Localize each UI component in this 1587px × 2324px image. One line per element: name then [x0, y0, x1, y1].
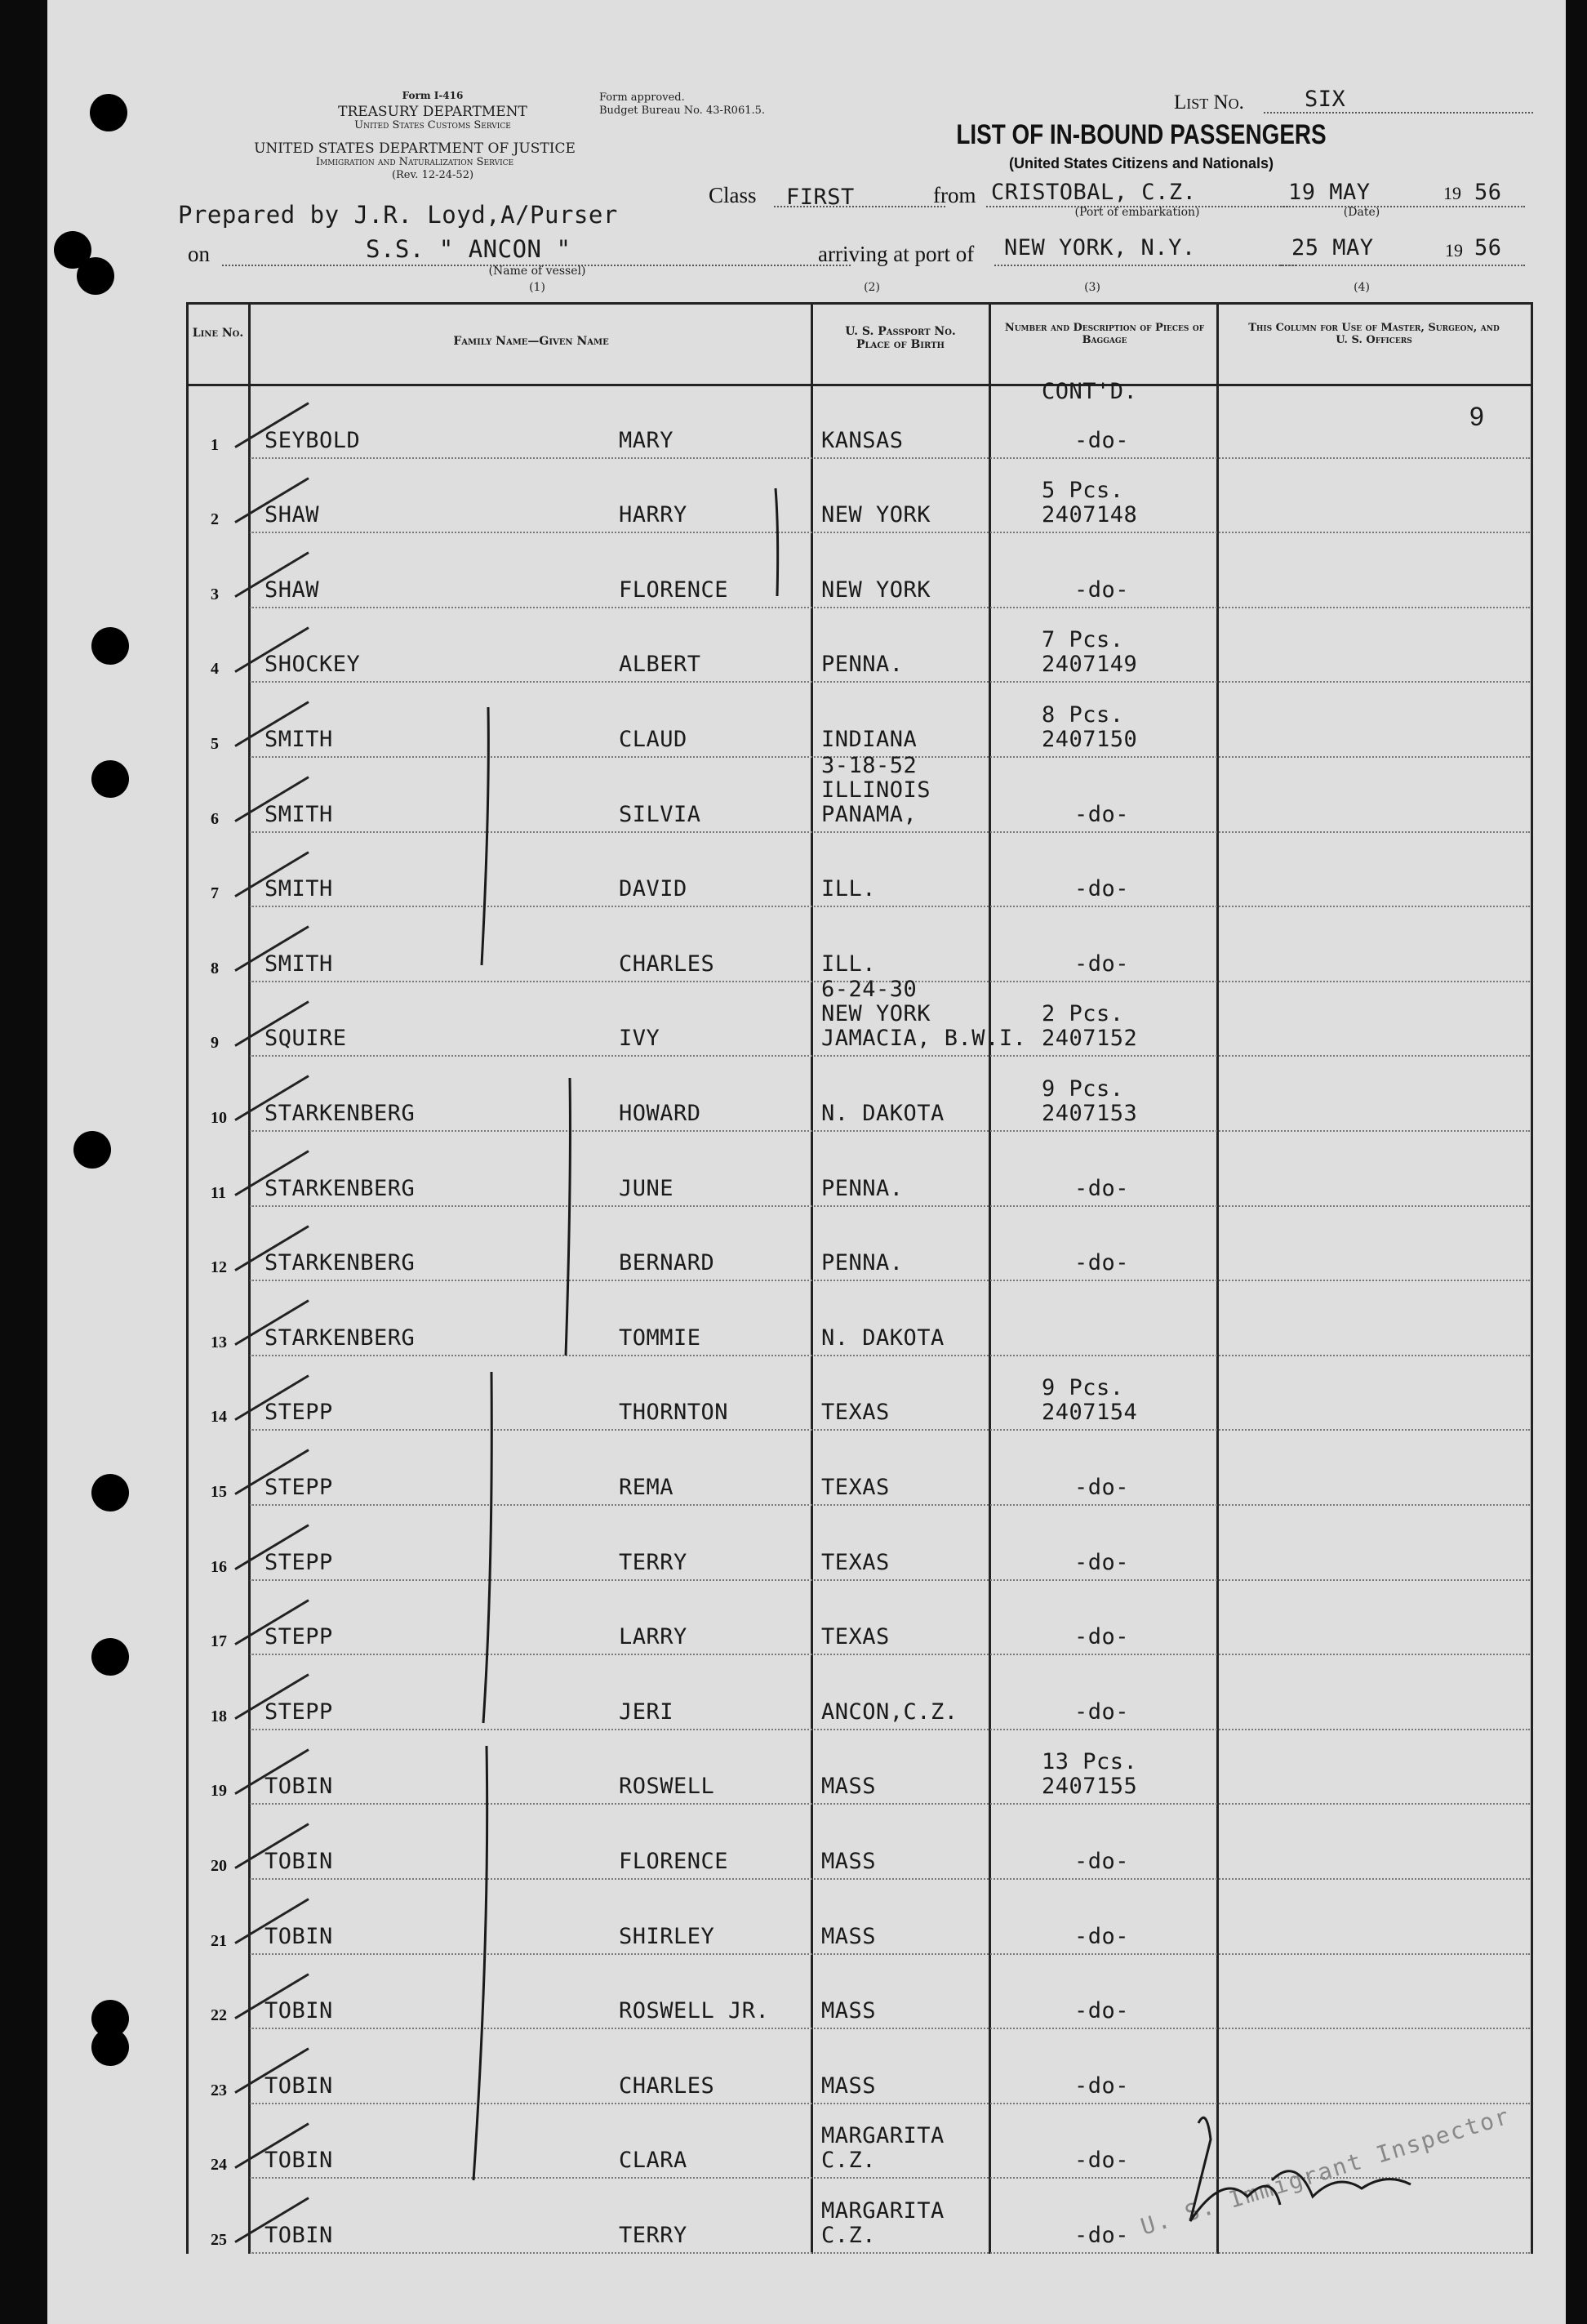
given-name: HARRY — [619, 502, 687, 528]
family-name: STARKENBERG — [264, 1325, 416, 1351]
punch-hole — [90, 94, 127, 131]
place-of-birth: INDIANA — [821, 726, 918, 752]
family-name: SMITH — [264, 726, 333, 752]
punch-hole — [91, 2028, 129, 2066]
place-of-birth: C.Z. — [821, 2148, 877, 2174]
baggage: -do- — [1074, 2148, 1130, 2174]
baggage: 2407148 — [1042, 502, 1138, 528]
baggage: 2407149 — [1042, 652, 1138, 678]
place-of-birth: MASS — [821, 1774, 877, 1800]
line-number: 5 — [211, 734, 219, 753]
baggage: 2407150 — [1042, 726, 1138, 752]
given-name: DAVID — [619, 876, 687, 902]
given-name: HOWARD — [619, 1100, 701, 1126]
given-name: FLORENCE — [619, 1848, 729, 1874]
punch-hole — [91, 1638, 129, 1676]
baggage: -do- — [1074, 1624, 1130, 1650]
given-name: SHIRLEY — [619, 1923, 715, 1949]
passenger-table — [186, 302, 1533, 2254]
baggage: -do- — [1074, 1848, 1130, 1874]
class-line — [774, 206, 945, 207]
family-name: TOBIN — [264, 2222, 333, 2248]
place-of-birth: NEW YORK — [821, 577, 931, 603]
customs-service: United States Customs Service — [354, 119, 511, 131]
baggage: 2407152 — [1042, 1026, 1138, 1052]
baggage: 2 Pcs. — [1042, 1001, 1124, 1027]
line-number: 11 — [211, 1183, 226, 1202]
line-number: 2 — [211, 510, 219, 529]
baggage: -do- — [1074, 2222, 1130, 2248]
family-name: SHAW — [264, 502, 320, 528]
place-of-birth: MASS — [821, 2072, 877, 2099]
baggage: -do- — [1074, 951, 1130, 977]
given-name: ALBERT — [619, 652, 701, 678]
from-label: from — [933, 183, 976, 207]
given-name: IVY — [619, 1026, 660, 1052]
punch-hole — [73, 1131, 111, 1169]
given-name: ROSWELL — [619, 1774, 715, 1800]
list-no-value: SIX — [1305, 87, 1346, 112]
baggage: -do- — [1074, 1250, 1130, 1276]
revision: (Rev. 12-24-52) — [391, 169, 474, 181]
baggage: 2407154 — [1042, 1400, 1138, 1426]
family-name: STEPP — [264, 1474, 333, 1500]
place-of-birth: 6-24-30 — [821, 977, 918, 1003]
place-of-birth: PENNA. — [821, 652, 904, 678]
officer-mark: 9 — [1469, 402, 1485, 431]
class-value: FIRST — [786, 185, 855, 210]
date1-year: 56 — [1474, 180, 1502, 205]
form-number: Form I-416 — [402, 90, 464, 101]
baggage: 8 Pcs. — [1042, 701, 1124, 728]
date1-day-month: 19 MAY — [1288, 180, 1371, 205]
line-number: 24 — [211, 2156, 227, 2175]
baggage: -do- — [1074, 1698, 1130, 1725]
on-label: on — [188, 242, 210, 266]
given-name: TERRY — [619, 2222, 687, 2248]
line-number: 3 — [211, 585, 219, 603]
ins-title: Immigration and Naturalization Service — [315, 156, 514, 168]
line-number: 14 — [211, 1408, 227, 1427]
baggage: 5 Pcs. — [1042, 478, 1124, 504]
baggage: -do- — [1074, 577, 1130, 603]
place-of-birth: MASS — [821, 1923, 877, 1949]
line-number: 25 — [211, 2230, 227, 2249]
place-of-birth: ANCON,C.Z. — [821, 1698, 958, 1725]
family-name: SHOCKEY — [264, 652, 361, 678]
place-of-birth: TEXAS — [821, 1400, 890, 1426]
family-name: TOBIN — [264, 1998, 333, 2024]
line-number: 13 — [211, 1333, 227, 1351]
family-name: TOBIN — [264, 1848, 333, 1874]
given-name: TOMMIE — [619, 1325, 701, 1351]
family-name: SEYBOLD — [264, 427, 361, 453]
family-name: STARKENBERG — [264, 1250, 416, 1276]
treasury-dept: TREASURY DEPARTMENT — [338, 104, 527, 120]
doj-title: UNITED STATES DEPARTMENT OF JUSTICE — [254, 140, 576, 157]
place-of-birth: TEXAS — [821, 1474, 890, 1500]
date2-line — [1280, 265, 1525, 266]
line-number: 20 — [211, 1856, 227, 1875]
baggage: -do- — [1074, 1549, 1130, 1575]
header-passport: U. S. Passport No. Place of Birth — [845, 325, 956, 351]
line-number: 7 — [211, 884, 219, 903]
handwritten-brackets — [186, 302, 1533, 2254]
family-name: STARKENBERG — [264, 1175, 416, 1201]
line-number: 16 — [211, 1557, 227, 1576]
place-of-birth: TEXAS — [821, 1549, 890, 1575]
class-label: Class — [709, 183, 757, 207]
line-number: 6 — [211, 809, 219, 828]
line-number: 19 — [211, 1782, 227, 1801]
line-number: 22 — [211, 2006, 227, 2025]
place-of-birth: MASS — [821, 1998, 877, 2024]
line-number: 18 — [211, 1707, 227, 1725]
family-name: STEPP — [264, 1549, 333, 1575]
prepared-by: Prepared by J.R. Loyd,A/Purser — [178, 201, 618, 229]
place-of-birth: ILL. — [821, 951, 877, 977]
vessel-caption: (Name of vessel) — [488, 265, 586, 278]
line-number: 9 — [211, 1034, 219, 1053]
baggage: -do- — [1074, 2072, 1130, 2099]
family-name: SQUIRE — [264, 1026, 347, 1052]
punch-hole — [77, 257, 114, 295]
place-of-birth: PENNA. — [821, 1175, 904, 1201]
form-subtitle: (United States Citizens and Nationals) — [1008, 155, 1274, 171]
line-number: 8 — [211, 959, 219, 977]
place-of-birth: NEW YORK — [821, 502, 931, 528]
place-of-birth: KANSAS — [821, 427, 904, 453]
family-name: TOBIN — [264, 2072, 333, 2099]
baggage: -do- — [1074, 1923, 1130, 1949]
family-name: STEPP — [264, 1698, 333, 1725]
place-of-birth: PANAMA, — [821, 801, 918, 827]
place-of-birth: ILL. — [821, 876, 877, 902]
family-name: SMITH — [264, 801, 333, 827]
date-caption: (Date) — [1343, 206, 1380, 219]
port-embarkation-caption: (Port of embarkation) — [1074, 206, 1200, 219]
baggage: 2407153 — [1042, 1100, 1138, 1126]
inspector-stamp-text: U. S. Immigrant Inspector — [1137, 2102, 1514, 2241]
family-name: STARKENBERG — [264, 1100, 416, 1126]
place-of-birth: N. DAKOTA — [821, 1100, 945, 1126]
line-number: 17 — [211, 1632, 227, 1651]
baggage: 13 Pcs. — [1042, 1749, 1138, 1775]
baggage: 2407155 — [1042, 1774, 1138, 1800]
baggage: -do- — [1074, 876, 1130, 902]
baggage: -do- — [1074, 1175, 1130, 1201]
place-of-birth: JAMACIA, B.W.I. — [821, 1026, 1027, 1052]
col-num-4: (4) — [1354, 281, 1370, 294]
given-name: THORNTON — [619, 1400, 729, 1426]
place-of-birth: 3-18-52 — [821, 752, 918, 778]
line-number: 10 — [211, 1108, 227, 1127]
family-name: STEPP — [264, 1400, 333, 1426]
given-name: JUNE — [619, 1175, 674, 1201]
col-num-1: (1) — [529, 281, 545, 294]
line-number: 4 — [211, 660, 219, 679]
budget-bureau: Budget Bureau No. 43-R061.5. — [599, 105, 766, 117]
vessel-name: S.S. " ANCON " — [366, 235, 571, 263]
col-num-3: (3) — [1084, 281, 1100, 294]
list-no-label: List No. — [1174, 91, 1244, 114]
family-name: TOBIN — [264, 1774, 333, 1800]
given-name: JERI — [619, 1698, 674, 1725]
family-name: STEPP — [264, 1624, 333, 1650]
baggage: -do- — [1074, 1998, 1130, 2024]
place-of-birth: N. DAKOTA — [821, 1325, 945, 1351]
list-no-line — [1264, 112, 1533, 114]
arriving-label: arriving at port of — [818, 242, 975, 266]
family-name: TOBIN — [264, 2148, 333, 2174]
line-number: 1 — [211, 435, 219, 454]
header-name: Family Name—Given Name — [453, 335, 609, 348]
given-name: SILVIA — [619, 801, 701, 827]
place-of-birth: MARGARITA — [821, 2197, 945, 2224]
form-approved: Form approved. — [599, 91, 685, 104]
place-of-birth: PENNA. — [821, 1250, 904, 1276]
place-of-birth: MARGARITA — [821, 2123, 945, 2149]
baggage: -do- — [1074, 427, 1130, 453]
given-name: FLORENCE — [619, 577, 729, 603]
header-line-no: Line No. — [192, 327, 244, 340]
place-of-birth: TEXAS — [821, 1624, 890, 1650]
date1-year-prefix: 19 — [1443, 183, 1461, 203]
baggage: 9 Pcs. — [1042, 1375, 1124, 1401]
date2-year: 56 — [1474, 235, 1502, 260]
given-name: LARRY — [619, 1624, 687, 1650]
date2-day-month: 25 MAY — [1291, 235, 1374, 260]
place-of-birth: NEW YORK — [821, 1001, 931, 1027]
arrival-port: NEW YORK, N.Y. — [1004, 235, 1196, 260]
header-officers: This Column for Use of Master, Surgeon, and U. S. Officers — [1248, 322, 1500, 346]
given-name: TERRY — [619, 1549, 687, 1575]
given-name: REMA — [619, 1474, 674, 1500]
given-name: CLAUD — [619, 726, 687, 752]
punch-hole — [91, 1474, 129, 1511]
line-number: 23 — [211, 2081, 227, 2099]
given-name: MARY — [619, 427, 674, 453]
place-of-birth: C.Z. — [821, 2222, 877, 2248]
from-value: CRISTOBAL, C.Z. — [991, 180, 1197, 205]
baggage: 9 Pcs. — [1042, 1075, 1124, 1102]
family-name: SMITH — [264, 951, 333, 977]
line-number: 15 — [211, 1482, 227, 1501]
line-number: 21 — [211, 1931, 227, 1950]
baggage: -do- — [1074, 801, 1130, 827]
family-name: SMITH — [264, 876, 333, 902]
place-of-birth: MASS — [821, 1848, 877, 1874]
baggage: -do- — [1074, 1474, 1130, 1500]
form-title: LIST OF IN-BOUND PASSENGERS — [956, 119, 1327, 150]
baggage: 7 Pcs. — [1042, 627, 1124, 653]
document-sheet — [47, 0, 1566, 2324]
given-name: CHARLES — [619, 2072, 715, 2099]
arrival-line — [994, 265, 1296, 266]
header-baggage: Number and Description of Pieces of Baggage — [1004, 322, 1205, 346]
given-name: CLARA — [619, 2148, 687, 2174]
family-name: SHAW — [264, 577, 320, 603]
date2-year-prefix: 19 — [1445, 240, 1463, 260]
punch-hole — [91, 760, 129, 798]
line-number: 12 — [211, 1258, 227, 1277]
place-of-birth: ILLINOIS — [821, 777, 931, 803]
inspector-signature — [1174, 2107, 1419, 2237]
continued-label: CONT'D. — [1042, 379, 1138, 404]
family-name: TOBIN — [264, 1923, 333, 1949]
given-name: CHARLES — [619, 951, 715, 977]
given-name: ROSWELL JR. — [619, 1998, 770, 2024]
punch-hole — [91, 627, 129, 665]
given-name: BERNARD — [619, 1250, 715, 1276]
col-num-2: (2) — [864, 281, 880, 294]
